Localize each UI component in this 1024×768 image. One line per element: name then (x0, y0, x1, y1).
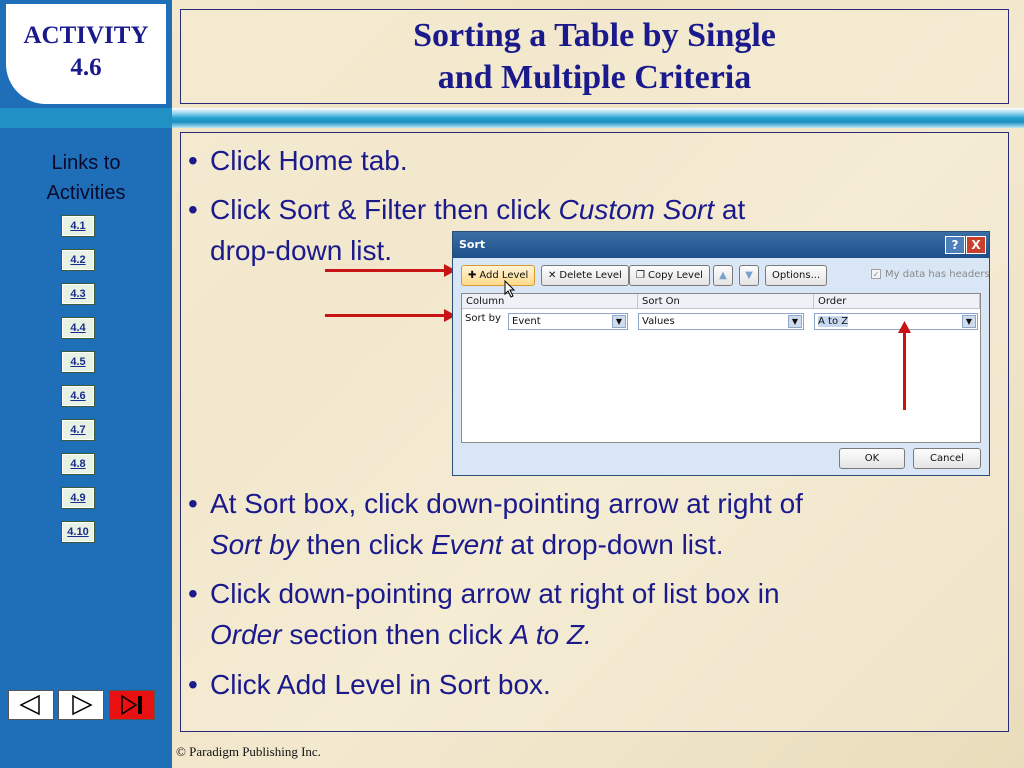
move-up-button[interactable] (713, 265, 733, 286)
add-level-icon: ✚ (468, 270, 477, 281)
previous-icon (9, 691, 53, 719)
header-divider-left (0, 108, 172, 128)
bullet-5-text: Click Add Level in Sort box. (210, 669, 551, 700)
order-header: Order (814, 294, 980, 309)
arrow-down-icon: ▼ (745, 270, 753, 281)
mouse-cursor-icon (504, 280, 516, 298)
bullet-3-text-end: at drop-down list. (502, 529, 724, 560)
links-heading (0, 148, 172, 208)
next-icon (59, 691, 103, 719)
bullet-2: • Click Sort & Filter then click Custom Sort at drop-down list. (188, 189, 988, 271)
headers-checkbox-label: My data has headers (885, 269, 990, 280)
cancel-button[interactable]: Cancel (913, 448, 981, 469)
copy-icon: ❐ (636, 270, 645, 281)
bullet-4: • Click down-pointing arrow at right of list box in Order section then click A to Z. (188, 578, 780, 650)
link-activity-4-4[interactable]: 4.4 (62, 318, 94, 338)
links-heading-line1: Links to (51, 152, 121, 174)
column-header: Column (462, 294, 638, 309)
order-select[interactable] (814, 313, 978, 330)
sort-on-select[interactable] (638, 313, 804, 330)
activity-badge (6, 4, 166, 104)
end-show-icon (110, 691, 154, 719)
chevron-down-icon[interactable]: ▼ (788, 315, 802, 328)
bullet-1-text: Click Home tab. (210, 145, 408, 176)
link-activity-4-8[interactable]: 4.8 (62, 454, 94, 474)
chevron-down-icon[interactable]: ▼ (962, 315, 976, 328)
links-heading-line2: Activities (46, 182, 126, 204)
bullet-1: • Click Home tab. (188, 145, 408, 176)
bullet-5: • Click Add Level in Sort box. (188, 669, 551, 700)
delete-level-label: Delete Level (559, 270, 622, 281)
previous-slide-button[interactable] (8, 690, 54, 720)
end-show-button[interactable] (109, 690, 155, 720)
options-button[interactable]: Options... (765, 265, 827, 286)
slide-title (180, 9, 1009, 104)
title-line2: and Multiple Criteria (437, 59, 752, 96)
link-activity-4-9[interactable]: 4.9 (62, 488, 94, 508)
link-activity-4-10[interactable]: 4.10 (62, 522, 94, 542)
link-activity-4-1[interactable]: 4.1 (62, 216, 94, 236)
dialog-titlebar (453, 232, 989, 258)
arrow-to-order (903, 330, 906, 410)
bullet-4-emphasis-2: A to Z. (510, 619, 592, 650)
close-button[interactable]: X (966, 236, 986, 254)
order-select-value: A to Z (818, 316, 849, 327)
sort-by-label: Sort by (465, 313, 501, 324)
activity-label: ACTIVITY (23, 22, 149, 49)
arrow-up-icon: ▲ (719, 270, 727, 281)
column-select[interactable] (508, 313, 628, 330)
copyright: © Paradigm Publishing Inc. (176, 744, 321, 759)
copy-level-button[interactable] (629, 265, 710, 286)
help-button[interactable]: ? (945, 236, 965, 254)
arrow-to-sort-by (325, 314, 450, 317)
sort-on-select-value: Values (642, 316, 675, 327)
bullet-2-text-end: at (714, 194, 746, 225)
link-activity-4-3[interactable]: 4.3 (62, 284, 94, 304)
arrow-to-add-level (325, 269, 450, 272)
next-slide-button[interactable] (58, 690, 104, 720)
sort-dialog (452, 231, 990, 476)
bullet-3-emphasis-2: Event (430, 529, 503, 560)
link-activity-4-5[interactable]: 4.5 (62, 352, 94, 372)
checkbox-icon: ✓ (872, 270, 880, 279)
arrow-head-icon (898, 321, 911, 333)
link-activity-4-6[interactable]: 4.6 (62, 386, 94, 406)
bullet-3-emphasis-1: Sort by (210, 529, 299, 560)
chevron-down-icon[interactable]: ▼ (612, 315, 626, 328)
copy-level-label: Copy Level (647, 270, 703, 281)
delete-icon: ✕ (548, 270, 557, 281)
bullet-4-emphasis-1: Order (210, 619, 282, 650)
title-line1: Sorting a Table by Single (413, 17, 776, 54)
bullet-2-line2: drop-down list. (210, 235, 393, 266)
activity-number: 4.6 (70, 54, 102, 81)
bullet-3-text: At Sort box, click down-pointing arrow at right of (210, 488, 803, 519)
bullet-3: • At Sort box, click down-pointing arrow at right of Sort by then click Event at drop-down list. (188, 488, 803, 560)
bullet-4-text-mid: section then click (281, 619, 511, 650)
add-level-button[interactable] (461, 265, 535, 286)
bullet-4-text: Click down-pointing arrow at right of list box in (210, 578, 780, 609)
column-select-value: Event (512, 316, 541, 327)
bullet-3-text-mid: then click (298, 529, 431, 560)
add-level-label: Add Level (479, 270, 529, 281)
link-activity-4-7[interactable]: 4.7 (62, 420, 94, 440)
bullet-2-emphasis: Custom Sort (558, 194, 715, 225)
sort-on-header: Sort On (638, 294, 814, 309)
headers-checkbox[interactable] (871, 269, 990, 280)
ok-button[interactable]: OK (839, 448, 905, 469)
bullet-2-text: Click Sort & Filter then click (210, 194, 559, 225)
move-down-button[interactable] (739, 265, 759, 286)
link-activity-4-2[interactable]: 4.2 (62, 250, 94, 270)
delete-level-button[interactable] (541, 265, 629, 286)
dialog-title: Sort (459, 238, 486, 251)
